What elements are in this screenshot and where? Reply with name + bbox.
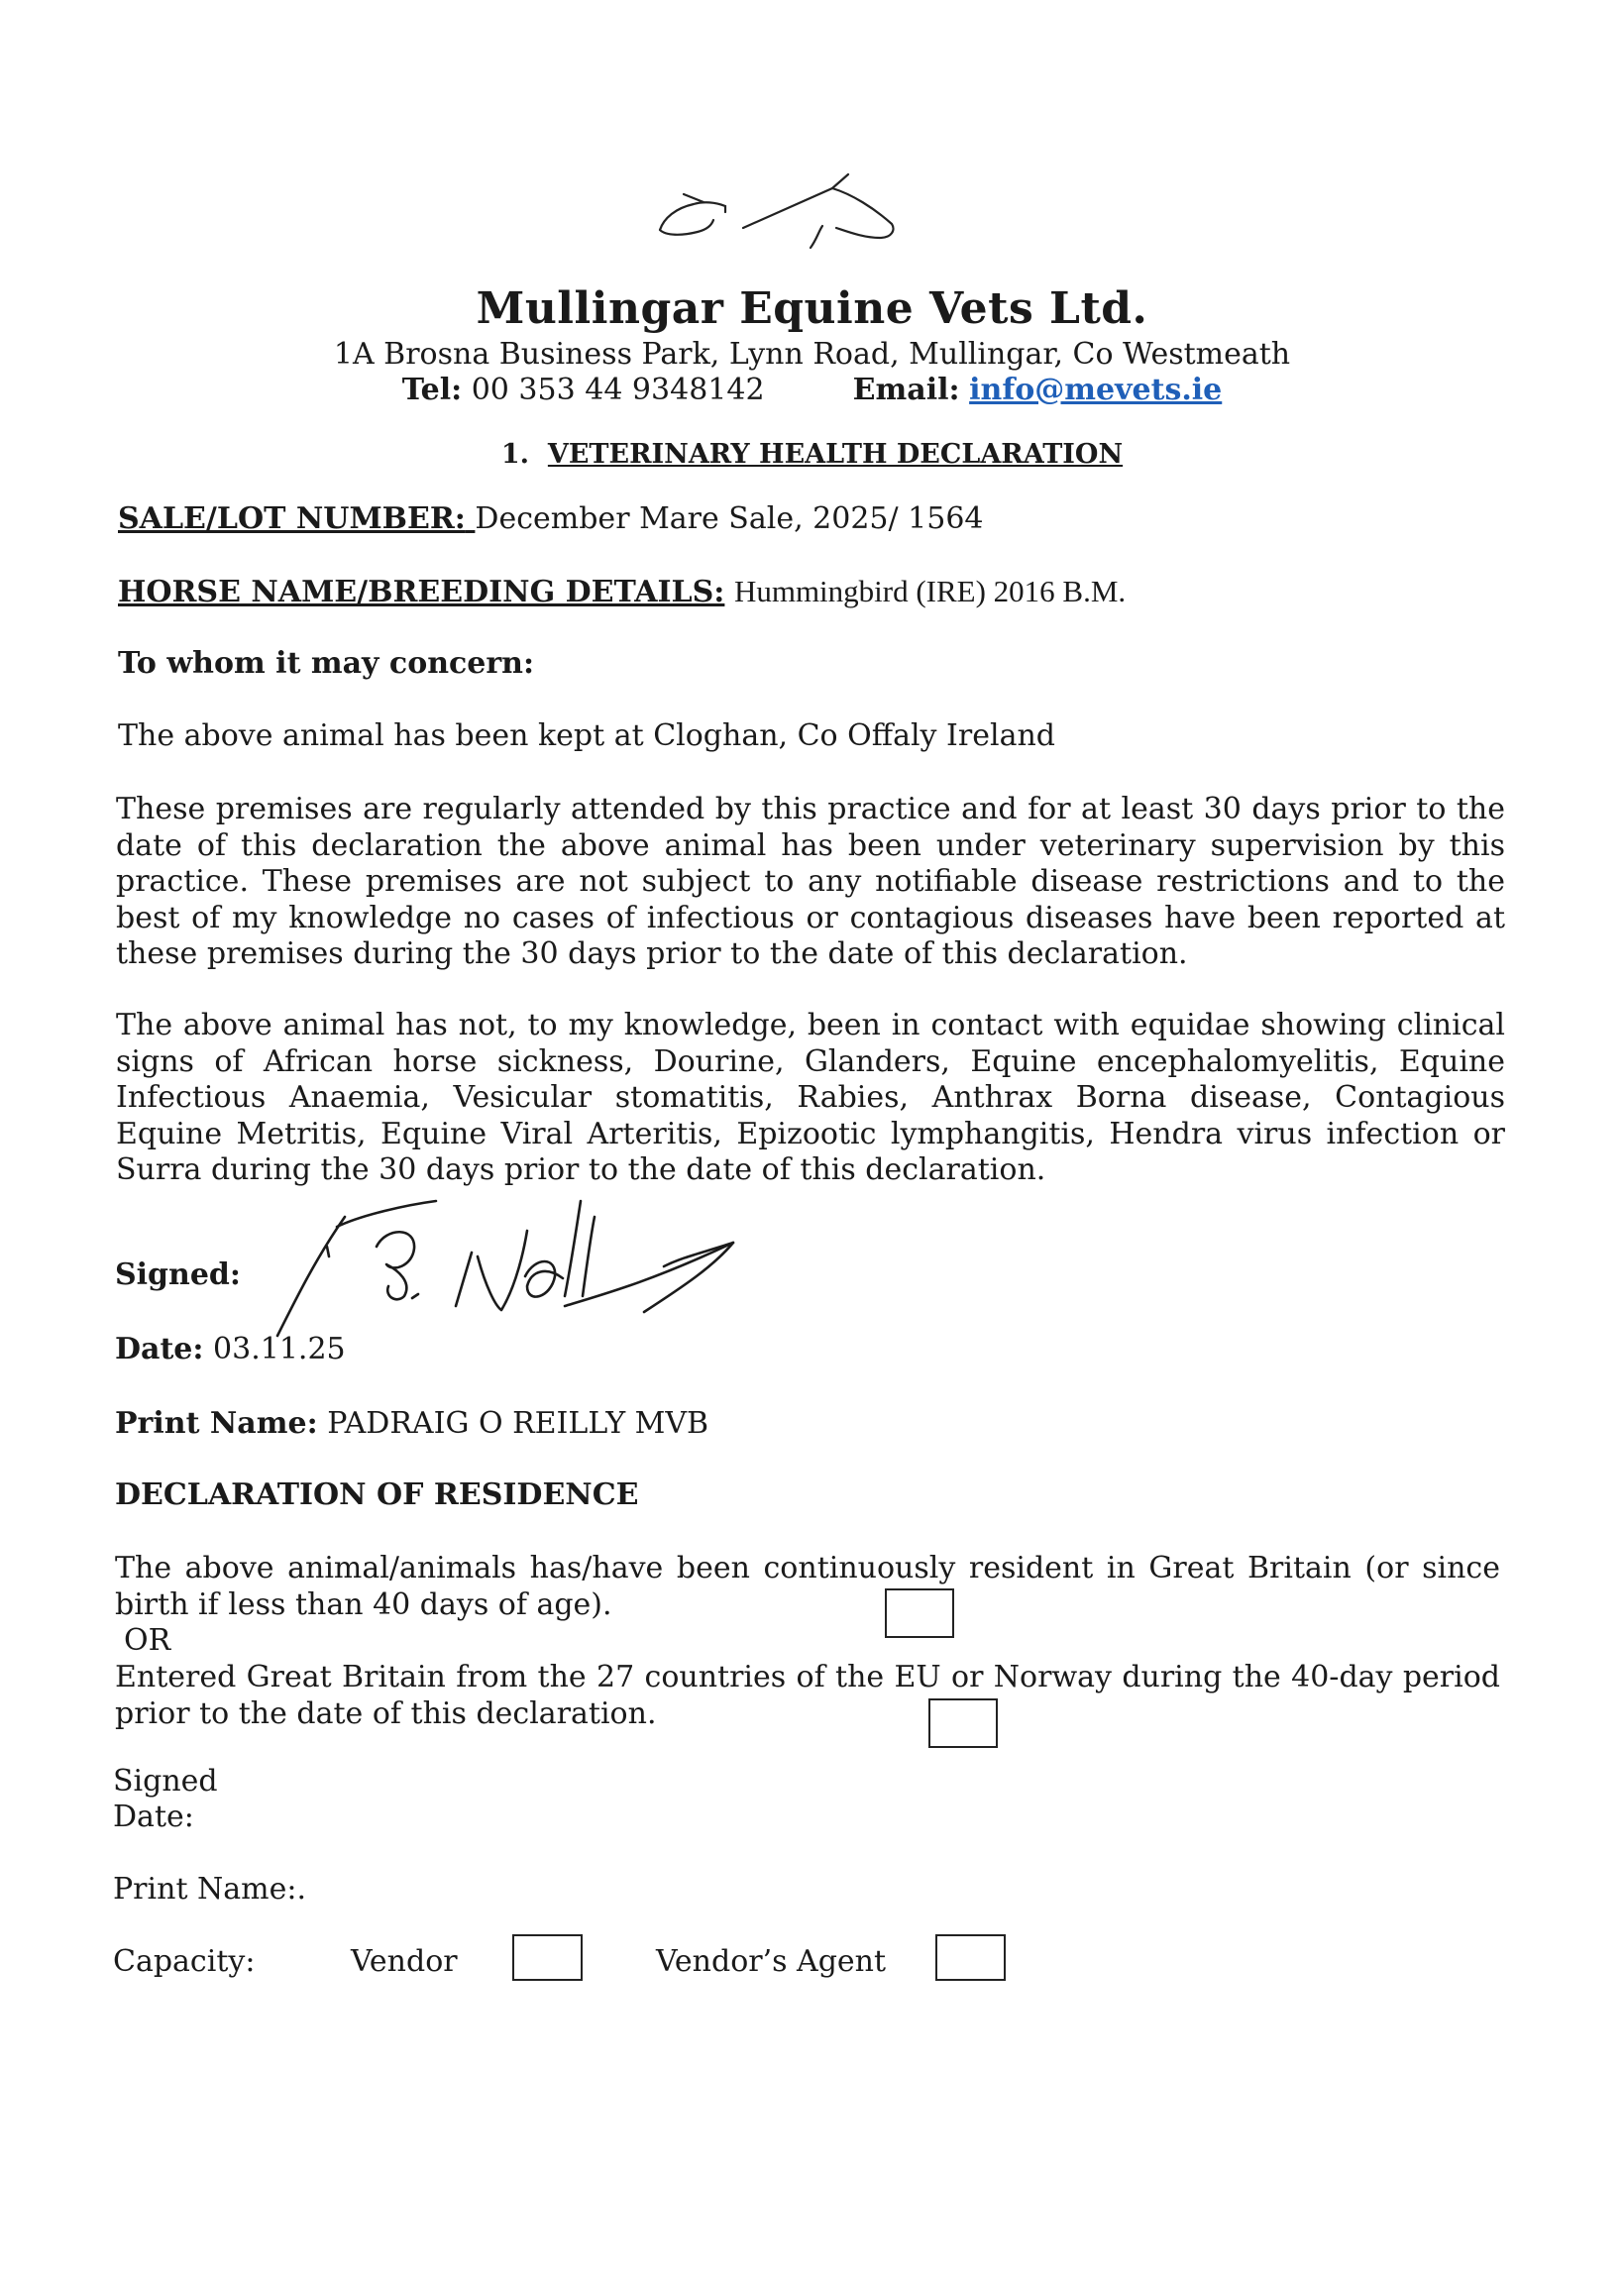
- horse-heads-logo-icon: [654, 168, 931, 268]
- sale-lot-line: [118, 501, 984, 536]
- horse-line: [118, 574, 1126, 609]
- contact-paragraph: [116, 1008, 1505, 1189]
- signed-label: Signed:: [115, 1257, 241, 1292]
- paragraph-line: these premises during the 30 days prior to the date of this declaration.: [116, 936, 1188, 971]
- horse-value: Hummingbird (IRE) 2016 B.M.: [733, 574, 1127, 608]
- residence-print-name-label: Print Name:.: [113, 1872, 307, 1907]
- residence-title: DECLARATION OF RESIDENCE: [115, 1477, 639, 1512]
- tel-label: Tel:: [401, 373, 463, 407]
- tel-value: 00 353 44 9348142: [471, 373, 765, 407]
- vendor-agent-label: Vendor’s Agent: [656, 1944, 887, 1979]
- paragraph-line: date of this declaration the above animal has been under veterinary supervision by this: [116, 827, 1505, 863]
- kept-at-text: The above animal has been kept at Cloghan, Co Offaly Ireland: [118, 718, 1055, 753]
- declaration-heading: [0, 439, 1624, 470]
- sale-lot-label: SALE/LOT NUMBER:: [118, 501, 466, 536]
- contact-line: [0, 373, 1624, 407]
- residence-option-1: [115, 1551, 1500, 1623]
- date-line: [115, 1332, 346, 1366]
- or-text: OR: [124, 1623, 171, 1658]
- residence-date-label: Date:: [113, 1800, 194, 1834]
- date-value: 03.11.25: [213, 1332, 346, 1366]
- paragraph-line: Surra during the 30 days prior to the date of this declaration.: [116, 1152, 1046, 1187]
- paragraph-line: These premises are regularly attended by this practice and for at least 30 days prior to the: [116, 792, 1505, 826]
- company-name: Mullingar Equine Vets Ltd.: [476, 283, 1148, 334]
- paragraph-line: Entered Great Britain from the 27 countries of the EU or Norway during the 40-day period: [115, 1660, 1500, 1694]
- heading-number: 1.: [500, 439, 530, 470]
- sale-lot-value: December Mare Sale, 2025/ 1564: [475, 501, 984, 536]
- paragraph-line: Equine Metritis, Equine Viral Arteritis, Epizootic lymphangitis, Hendra virus infection or: [116, 1116, 1505, 1151]
- date-label: Date:: [115, 1332, 204, 1366]
- paragraph-line: practice. These premises are not subject to any notifiable disease restrictions and to the: [116, 864, 1505, 899]
- residence-signed-label: Signed: [113, 1764, 218, 1799]
- paragraph-line: The above animal has not, to my knowledge, been in contact with equidae showing clinical: [116, 1008, 1505, 1042]
- capacity-label: Capacity:: [113, 1944, 256, 1979]
- email-label: Email:: [852, 373, 960, 407]
- supervision-paragraph: [116, 792, 1505, 973]
- paragraph-line: The above animal/animals has/have been continuously resident in Great Britain (or since: [115, 1551, 1500, 1585]
- heading-title: VETERINARY HEALTH DECLARATION: [547, 439, 1124, 470]
- horse-label: HORSE NAME/BREEDING DETAILS:: [118, 575, 725, 609]
- paragraph-line: best of my knowledge no cases of infectious or contagious diseases have been reported at: [116, 900, 1505, 935]
- vendor-agent-checkbox[interactable]: [935, 1934, 1006, 1981]
- paragraph-line: birth if less than 40 days of age).: [115, 1586, 612, 1622]
- email-link[interactable]: info@mevets.ie: [969, 373, 1223, 407]
- print-name-label: Print Name:: [115, 1406, 318, 1441]
- paragraph-line: signs of African horse sickness, Dourine, Glanders, Equine encephalomyelitis, Equine: [116, 1043, 1505, 1079]
- vendor-checkbox[interactable]: [512, 1934, 583, 1981]
- print-name-value: PADRAIG O REILLY MVB: [327, 1406, 709, 1441]
- salutation: To whom it may concern:: [118, 646, 535, 681]
- vendor-label: Vendor: [351, 1944, 458, 1979]
- entered-gb-checkbox[interactable]: [928, 1698, 998, 1748]
- paragraph-line: prior to the date of this declaration.: [115, 1695, 657, 1731]
- print-name-line: [115, 1406, 708, 1441]
- resident-checkbox[interactable]: [885, 1588, 954, 1638]
- signature-icon: [268, 1187, 753, 1356]
- paragraph-line: Infectious Anaemia, Vesicular stomatitis, Rabies, Anthrax Borna disease, Contagious: [116, 1080, 1505, 1115]
- company-address: 1A Brosna Business Park, Lynn Road, Mullingar, Co Westmeath: [333, 337, 1291, 372]
- residence-option-2: [115, 1660, 1500, 1732]
